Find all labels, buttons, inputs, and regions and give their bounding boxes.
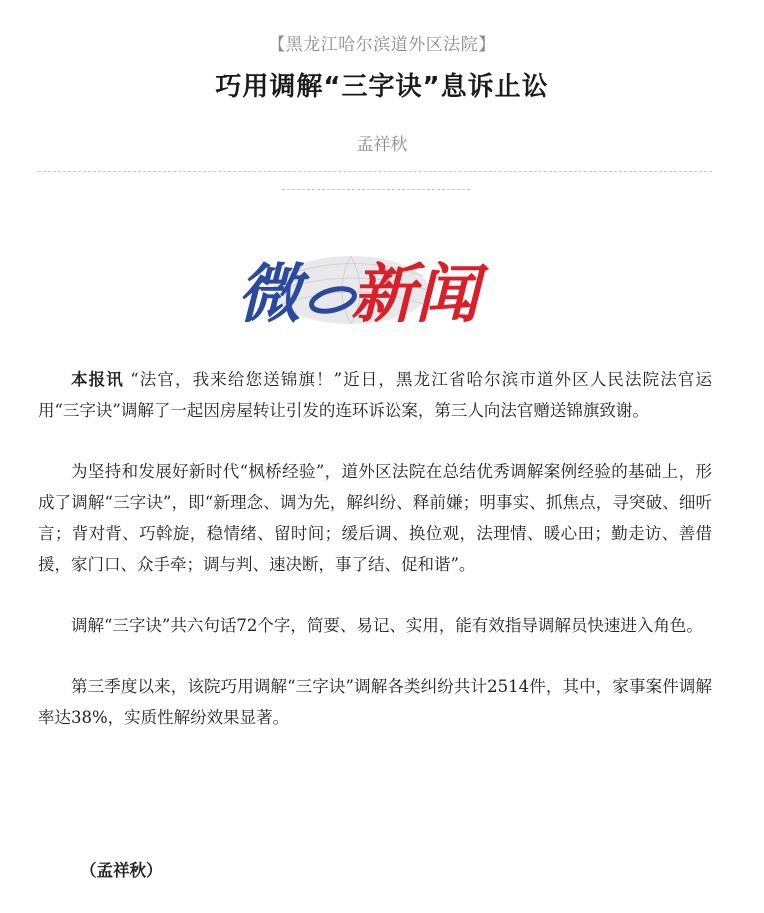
page-title: 巧用调解“三字诀”息诉止讼	[215, 72, 549, 102]
paragraph-1-text: “法官，我来给您送锦旗！”近日，黑龙江省哈尔滨市道外区人民法院法官运用“三字诀”调解了一起因房屋转让引发的连环诉讼案，第三人向法官赠送锦旗致谢。	[38, 370, 712, 420]
lead-label: 本报讯	[71, 370, 124, 389]
logo-text-news: 新闻	[351, 259, 479, 330]
paragraph-1	[38, 364, 712, 426]
paragraph-4: 第三季度以来，该院巧用调解“三字诀”调解各类纠纷共计2514件，其中，家事案件调解率达38%，实质性解纷效果显著。	[38, 677, 712, 727]
byline: （孟祥秋）	[80, 861, 163, 880]
divider	[38, 171, 712, 172]
paragraph-2: 为坚持和发展好新时代“枫桥经验”，道外区法院在总结优秀调解案例经验的基础上，形成了调解“三字诀”，即“新理念、调为先，解纠纷、释前嫌；明事实、抓焦点，寻突破、细听言；背对背、巧斡旋，稳情绪、留时间；缓后调、换位观，法理情、暖心田；勤走访、善借援，家门口、众手牵；调与判、速决断，事了结、促和谐”。	[38, 462, 712, 574]
source-court: 【黑龙江哈尔滨道外区法院】	[268, 35, 496, 55]
micro-news-logo	[233, 246, 521, 330]
article-body	[38, 364, 712, 763]
author-name: 孟祥秋	[356, 135, 408, 155]
paragraph-3: 调解“三字诀”共六句话72个字，简要、易记、实用，能有效指导调解员快速进入角色。	[71, 616, 703, 635]
logo-text-wei: 微	[237, 259, 301, 330]
divider-short	[282, 189, 470, 190]
